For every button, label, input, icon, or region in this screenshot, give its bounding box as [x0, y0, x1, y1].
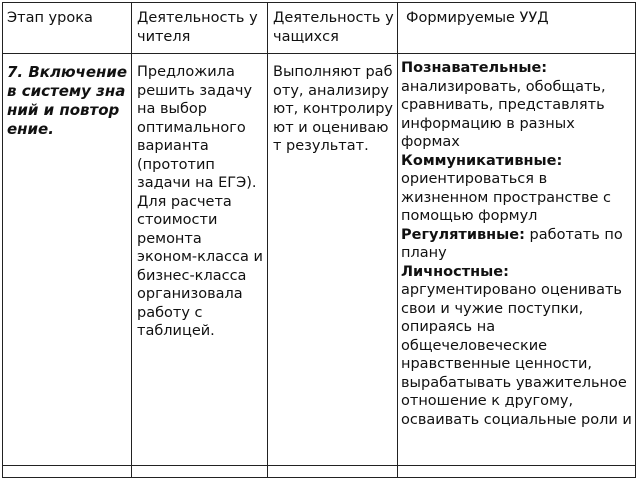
- personal-label: Личностные:: [401, 263, 509, 280]
- header-teacher-activity: Деятельность учителя: [137, 10, 258, 45]
- cognitive-text: анализировать, обобщать, сравнивать, представлять информацию в разных формах: [401, 78, 606, 150]
- header-student-activity: Деятельность учащихся: [273, 10, 394, 45]
- column-divider: [397, 3, 398, 477]
- stage-title: 7. Включение в систему знаний и повторение.: [7, 63, 128, 138]
- regulatory-label: Регулятивные:: [401, 226, 525, 243]
- header-uud: Формируемые УУД: [406, 10, 549, 26]
- header-stage: Этап урока: [7, 10, 93, 26]
- cognitive-label: Познавательные:: [401, 60, 548, 76]
- communicative-text: ориентироваться в жизненном пространстве с помощью формул: [401, 171, 611, 224]
- personal-text: аргументировано оценивать свои и чужие поступки, опираясь на общечеловеческие нравственные ценности, вырабатывать уважительное отношение к другому, осваивать социальные роли и: [401, 282, 632, 428]
- row-bottom-border: [3, 465, 635, 466]
- teacher-activity-text: Предложила решить задачу на выбор оптимального варианта (прототип задачи на ЕГЭ). Для расчета стоимости ремонта эконом-класса и бизнес-класса организовала работу с таблицей.: [137, 64, 263, 339]
- header-divider: [3, 53, 635, 54]
- student-activity-text: Выполняют работу, анализируют, контролируют и оценивают результат.: [273, 64, 393, 154]
- communicative-label: Коммуникативные:: [401, 152, 563, 169]
- uud-content: [401, 59, 633, 429]
- column-divider: [267, 3, 268, 477]
- lesson-table: [2, 2, 636, 478]
- regulatory-text: работать по плану: [401, 226, 623, 261]
- column-divider: [131, 3, 132, 477]
